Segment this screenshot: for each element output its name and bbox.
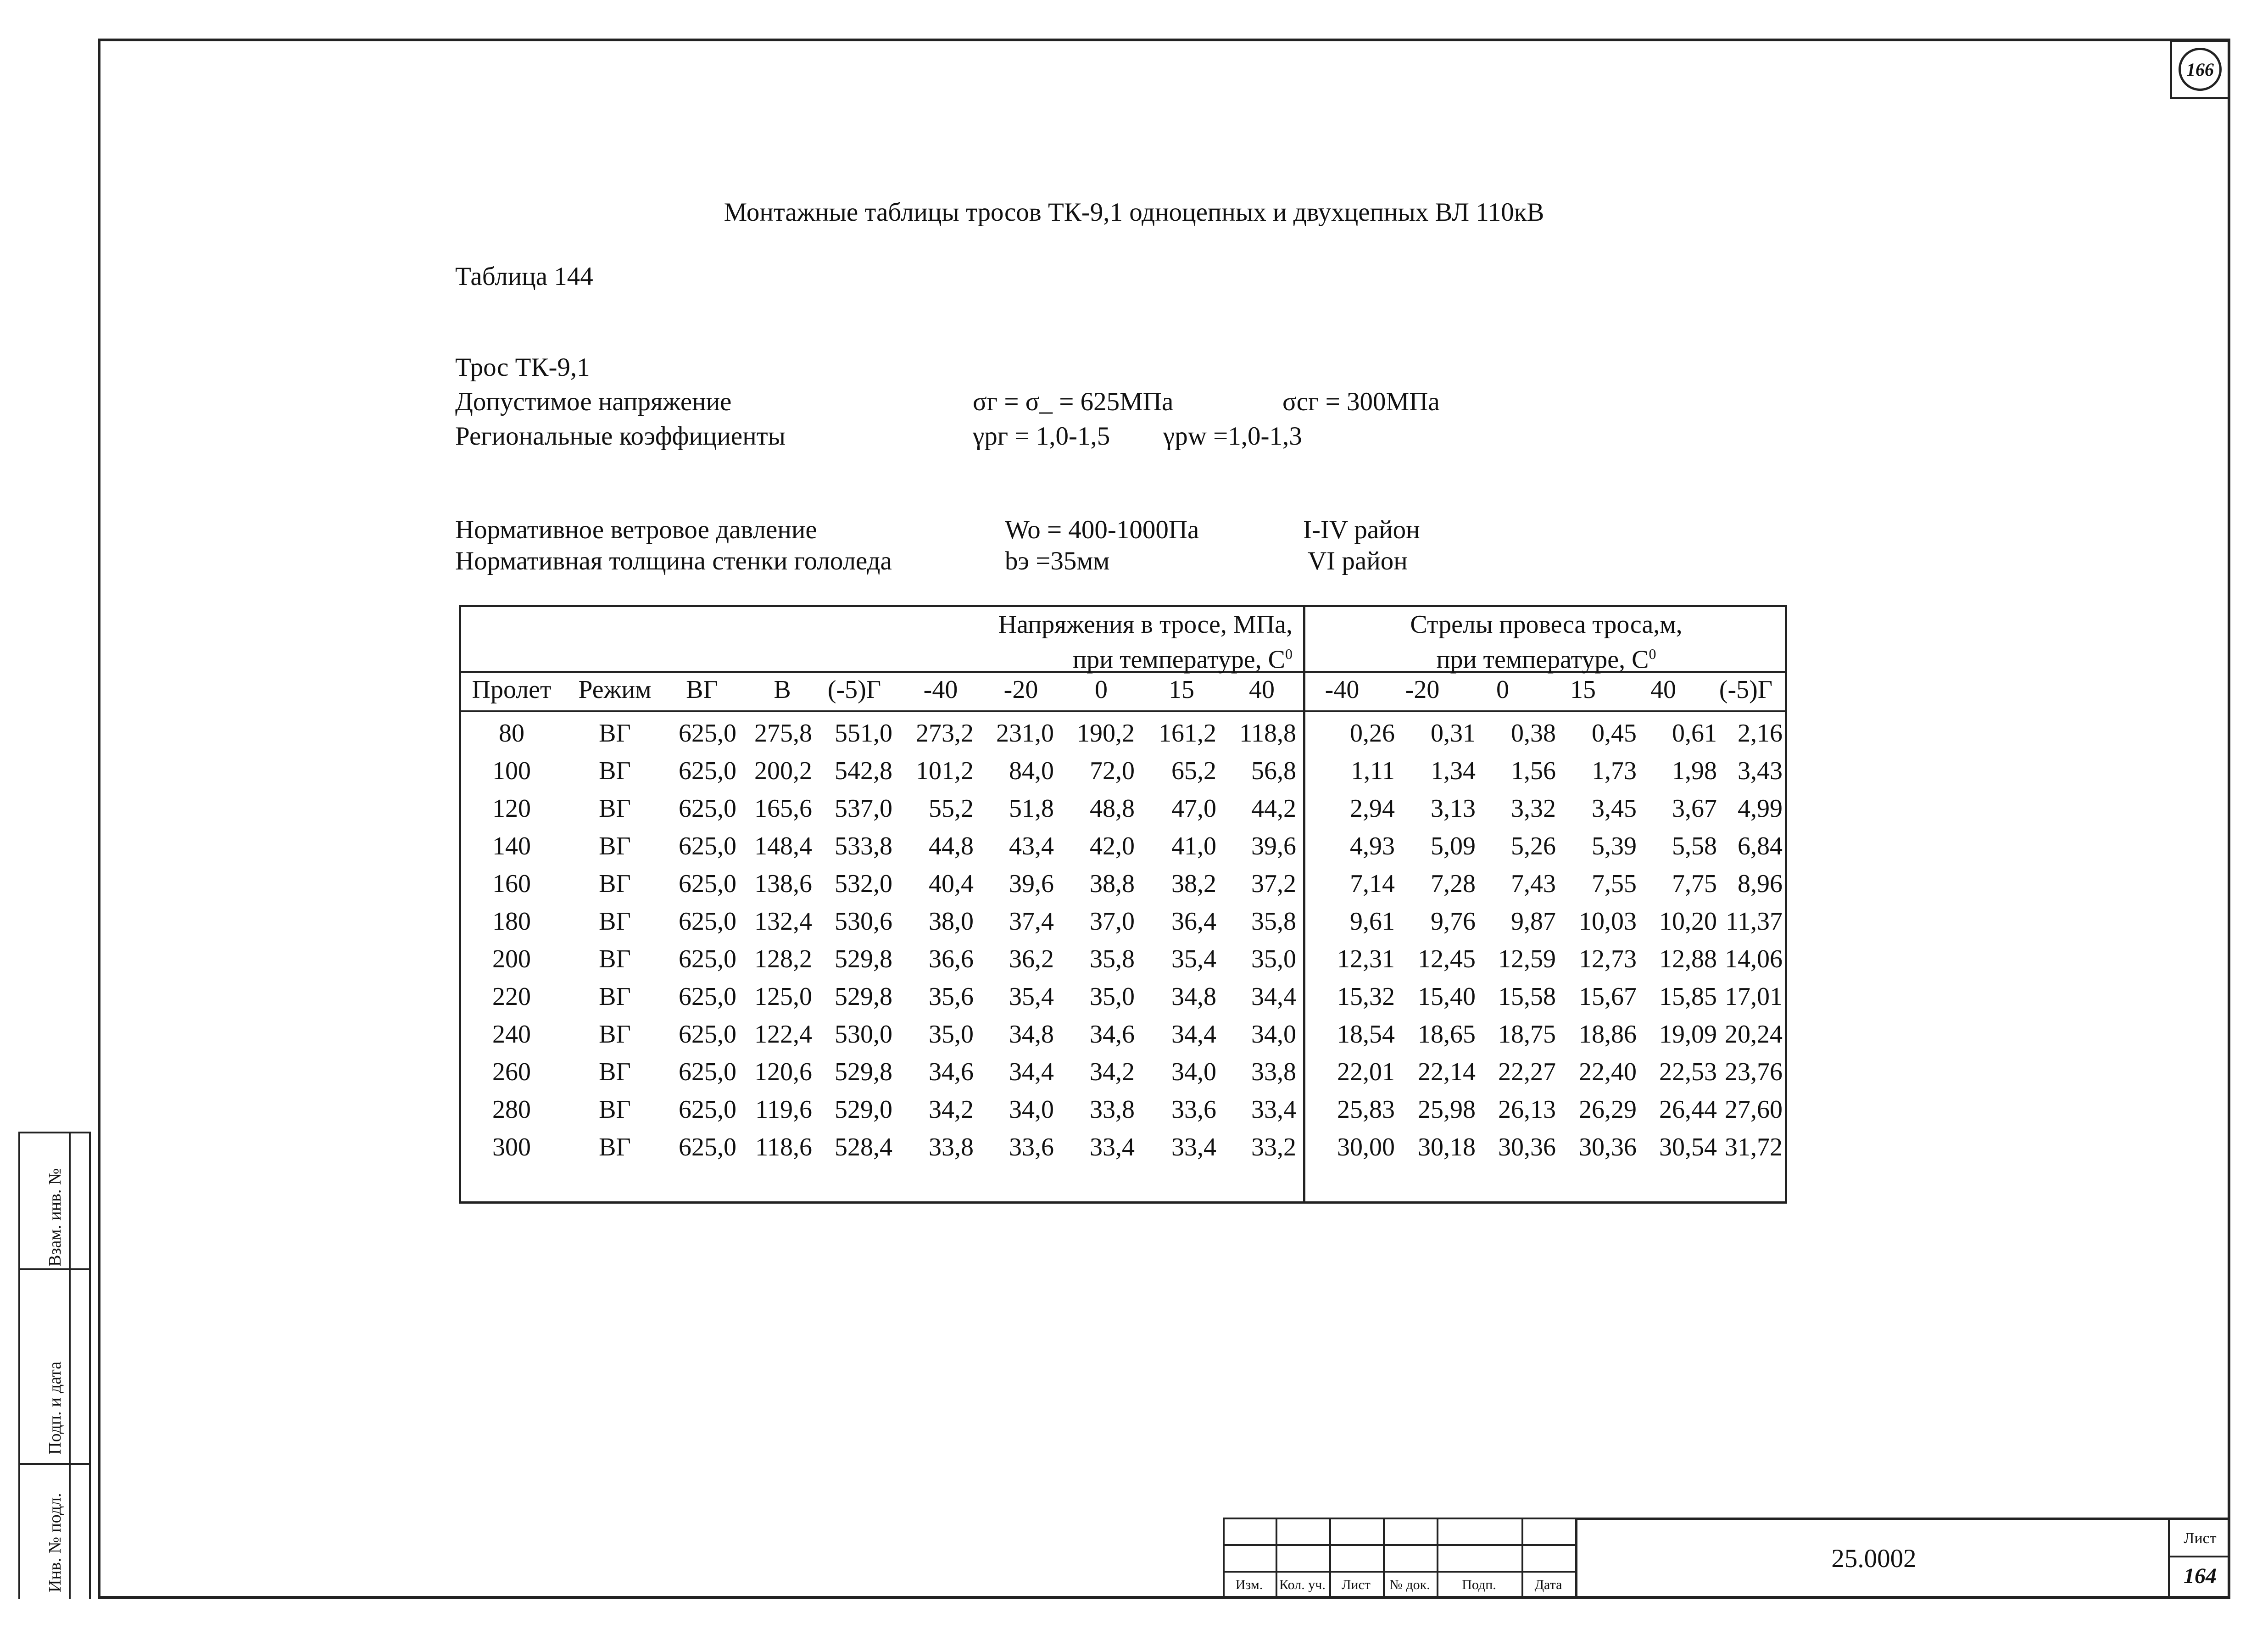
table-cell-t15: 47,0	[1171, 794, 1216, 823]
table-cell-t40: 33,4	[1251, 1095, 1296, 1124]
column-header-s15: 15	[1570, 675, 1596, 704]
tb-label-change: Изм.	[1235, 1577, 1263, 1592]
table-cell-s0: 26,13	[1498, 1095, 1556, 1124]
table-cell-s0: 5,26	[1511, 832, 1556, 860]
ice-label: Нормативная толщина стенки гололеда	[455, 547, 892, 575]
table-cell-t-20: 34,8	[1009, 1020, 1054, 1049]
table-cell-s0: 3,32	[1511, 794, 1556, 823]
coef-label: Региональные коэффициенты	[455, 422, 786, 451]
table-cell-s40: 3,67	[1672, 794, 1717, 823]
table-cell-m5g: 532,0	[835, 870, 892, 898]
column-header-mode: Режим	[578, 675, 652, 704]
column-header-span: Пролет	[472, 675, 552, 704]
table-cell-t-20: 35,4	[1009, 982, 1054, 1011]
table-cell-vg: 625,0	[679, 982, 736, 1011]
table-cell-t0: 33,4	[1090, 1133, 1135, 1161]
table-cell-v: 128,2	[754, 945, 812, 973]
table-cell-t0: 34,6	[1090, 1020, 1135, 1049]
table-cell-s40: 30,54	[1659, 1133, 1717, 1161]
table-cell-s-20: 30,18	[1418, 1133, 1476, 1161]
table-cell-t-40: 38,0	[929, 907, 974, 936]
table-cell-s-20: 25,98	[1418, 1095, 1476, 1124]
table-cell-mode: ВГ	[599, 870, 631, 898]
table-cell-s15: 15,67	[1579, 982, 1637, 1011]
table-cell-t-40: 44,8	[929, 832, 974, 860]
table-cell-vg: 625,0	[679, 907, 736, 936]
table-cell-s-m5g: 31,72	[1725, 1133, 1783, 1161]
table-cell-s-m5g: 23,76	[1725, 1058, 1783, 1086]
table-cell-v: 120,6	[754, 1058, 812, 1086]
table-cell-t0: 37,0	[1090, 907, 1135, 936]
table-cell-s-20: 12,45	[1418, 945, 1476, 973]
table-cell-s0: 1,56	[1511, 757, 1556, 785]
installation-table	[459, 605, 1787, 1204]
table-cell-mode: ВГ	[599, 1095, 631, 1124]
table-cell-s40: 0,61	[1672, 719, 1717, 748]
stress-value-1: σг = σ_ = 625МПа	[973, 387, 1174, 416]
table-cell-m5g: 529,8	[835, 1058, 892, 1086]
table-cell-s40: 7,75	[1672, 870, 1717, 898]
table-cell-v: 138,6	[754, 870, 812, 898]
sag-group-subtitle: при температуре, С	[1436, 645, 1649, 674]
sheet-label: Лист	[2184, 1530, 2217, 1547]
table-cell-v: 165,6	[754, 794, 812, 823]
table-cell-span: 140	[492, 832, 531, 860]
table-cell-t15: 35,4	[1171, 945, 1216, 973]
table-cell-t-40: 36,6	[929, 945, 974, 973]
table-cell-vg: 625,0	[679, 1133, 736, 1161]
table-cell-span: 260	[492, 1058, 531, 1086]
table-cell-t15: 36,4	[1171, 907, 1216, 936]
table-cell-v: 118,6	[755, 1133, 812, 1161]
table-cell-m5g: 530,0	[835, 1020, 892, 1049]
table-cell-t-40: 55,2	[929, 794, 974, 823]
table-cell-t15: 34,4	[1171, 1020, 1216, 1049]
table-cell-s-40: 22,01	[1337, 1058, 1395, 1086]
table-cell-span: 100	[492, 757, 531, 785]
table-cell-s-20: 0,31	[1431, 719, 1476, 748]
stress-value-2: σcг = 300МПа	[1282, 387, 1440, 416]
table-cell-vg: 625,0	[679, 870, 736, 898]
table-cell-mode: ВГ	[599, 794, 631, 823]
sheet-cell-rule	[2170, 1556, 2230, 1557]
table-cell-v: 200,2	[754, 757, 812, 785]
stress-label: Допустимое напряжение	[455, 387, 732, 416]
stamp-label-original: Инв. № подл.	[45, 1493, 65, 1592]
table-label: Таблица 144	[455, 262, 593, 291]
stress-group-subtitle: при температуре, С	[1073, 645, 1285, 674]
sheet-cell	[2168, 1518, 2230, 1599]
table-cell-t-40: 101,2	[916, 757, 974, 785]
table-cell-s-40: 18,54	[1337, 1020, 1395, 1049]
table-cell-v: 275,8	[754, 719, 812, 748]
column-header-vg: ВГ	[686, 675, 718, 704]
table-cell-s15: 1,73	[1592, 757, 1637, 785]
column-header-s-20: -20	[1405, 675, 1440, 704]
stamp-label-signature: Подп. и дата	[45, 1361, 65, 1455]
table-cell-t15: 33,6	[1171, 1095, 1216, 1124]
table-cell-m5g: 533,8	[835, 832, 892, 860]
table-cell-s0: 30,36	[1498, 1133, 1556, 1161]
table-cell-span: 300	[492, 1133, 531, 1161]
document-title: Монтажные таблицы тросов ТК-9,1 одноцепных и двухцепных ВЛ 110кВ	[724, 198, 1544, 227]
column-header-s-m5g: (-5)Г	[1719, 675, 1773, 704]
stamp-rule	[18, 1463, 91, 1465]
table-cell-s-40: 12,31	[1337, 945, 1395, 973]
table-cell-t40: 33,8	[1251, 1058, 1296, 1086]
degree-mark: 0	[1285, 646, 1293, 662]
table-cell-s-m5g: 11,37	[1726, 907, 1783, 936]
table-cell-t40: 39,6	[1251, 832, 1296, 860]
column-header-t-20: -20	[1003, 675, 1038, 704]
stress-group-title: Напряжения в тросе, МПа,	[998, 610, 1293, 639]
table-cell-t-40: 35,6	[929, 982, 974, 1011]
table-cell-t0: 48,8	[1090, 794, 1135, 823]
table-cell-span: 200	[492, 945, 531, 973]
cable-type: Трос ТК-9,1	[455, 353, 590, 382]
table-cell-s40: 26,44	[1659, 1095, 1717, 1124]
table-cell-t0: 38,8	[1090, 870, 1135, 898]
table-cell-mode: ВГ	[599, 1020, 631, 1049]
tb-label-date: Дата	[1534, 1577, 1562, 1592]
table-cell-t-40: 273,2	[916, 719, 974, 748]
table-cell-v: 122,4	[754, 1020, 812, 1049]
table-cell-t15: 161,2	[1159, 719, 1216, 748]
table-cell-vg: 625,0	[679, 719, 736, 748]
table-cell-s-40: 30,00	[1337, 1133, 1395, 1161]
table-cell-t15: 41,0	[1171, 832, 1216, 860]
stress-group-header	[989, 610, 1301, 675]
table-cell-t0: 33,8	[1090, 1095, 1135, 1124]
table-cell-s-40: 4,93	[1350, 832, 1395, 860]
table-cell-t-20: 34,0	[1009, 1095, 1054, 1124]
column-header-s0: 0	[1496, 675, 1509, 704]
table-cell-t40: 37,2	[1251, 870, 1296, 898]
table-cell-s40: 12,88	[1659, 945, 1717, 973]
stamp-rule	[89, 1133, 91, 1599]
table-cell-mode: ВГ	[599, 907, 631, 936]
table-cell-s-m5g: 2,16	[1738, 719, 1783, 748]
title-block-main	[1575, 1518, 2168, 1599]
column-header-s-40: -40	[1325, 675, 1360, 704]
table-cell-span: 180	[492, 907, 531, 936]
table-cell-t0: 72,0	[1090, 757, 1135, 785]
table-cell-mode: ВГ	[599, 1133, 631, 1161]
table-cell-t-20: 43,4	[1009, 832, 1054, 860]
table-cell-vg: 625,0	[679, 757, 736, 785]
table-cell-v: 125,0	[754, 982, 812, 1011]
table-cell-t-20: 36,2	[1009, 945, 1054, 973]
table-cell-vg: 625,0	[679, 1058, 736, 1086]
table-cell-s-m5g: 6,84	[1738, 832, 1783, 860]
table-cell-t40: 118,8	[1239, 719, 1296, 748]
stamp-rule	[18, 1268, 91, 1270]
column-header-s40: 40	[1650, 675, 1676, 704]
column-header-v: В	[774, 675, 791, 704]
table-cell-m5g: 529,8	[835, 982, 892, 1011]
stamp-rule	[18, 1133, 20, 1599]
table-cell-vg: 625,0	[679, 945, 736, 973]
table-cell-t40: 35,0	[1251, 945, 1296, 973]
table-cell-t-20: 37,4	[1009, 907, 1054, 936]
table-cell-t40: 35,8	[1251, 907, 1296, 936]
table-cell-s0: 15,58	[1498, 982, 1556, 1011]
table-cell-mode: ВГ	[599, 945, 631, 973]
table-cell-t15: 38,2	[1171, 870, 1216, 898]
ice-value: bэ =35мм	[1005, 547, 1110, 575]
table-cell-s-40: 2,94	[1350, 794, 1395, 823]
table-cell-span: 120	[492, 794, 531, 823]
coef-value-2: γpw =1,0-1,3	[1163, 422, 1302, 451]
table-cell-t0: 42,0	[1090, 832, 1135, 860]
table-cell-v: 132,4	[754, 907, 812, 936]
table-cell-m5g: 528,4	[835, 1133, 892, 1161]
table-cell-t-40: 34,2	[929, 1095, 974, 1124]
column-header-t0: 0	[1095, 675, 1108, 704]
table-cell-mode: ВГ	[599, 1058, 631, 1086]
table-cell-s0: 18,75	[1498, 1020, 1556, 1049]
table-cell-t-20: 34,4	[1009, 1058, 1054, 1086]
table-cell-s-20: 22,14	[1418, 1058, 1476, 1086]
table-cell-t-20: 231,0	[996, 719, 1054, 748]
table-cell-s-m5g: 20,24	[1725, 1020, 1783, 1049]
table-cell-t15: 33,4	[1171, 1133, 1216, 1161]
table-cell-t40: 56,8	[1251, 757, 1296, 785]
table-cell-m5g: 529,8	[835, 945, 892, 973]
tb-label-sheet: Лист	[1342, 1577, 1371, 1592]
table-cell-s15: 30,36	[1579, 1133, 1637, 1161]
table-cell-t0: 34,2	[1090, 1058, 1135, 1086]
table-cell-s-20: 18,65	[1418, 1020, 1476, 1049]
table-cell-s-20: 1,34	[1431, 757, 1476, 785]
table-cell-s-m5g: 27,60	[1725, 1095, 1783, 1124]
table-cell-t0: 35,8	[1090, 945, 1135, 973]
table-cell-s-40: 0,26	[1350, 719, 1395, 748]
sag-group-title: Стрелы провеса троса,м,	[1410, 610, 1683, 639]
table-cell-s-20: 9,76	[1431, 907, 1476, 936]
table-cell-t15: 34,8	[1171, 982, 1216, 1011]
table-cell-s-40: 1,11	[1351, 757, 1395, 785]
table-cell-span: 220	[492, 982, 531, 1011]
wind-value: Wo = 400-1000Па	[1005, 515, 1199, 544]
sheet-number-badge	[2170, 40, 2230, 99]
table-cell-s-20: 3,13	[1431, 794, 1476, 823]
table-cell-s-40: 15,32	[1337, 982, 1395, 1011]
table-cell-s15: 0,45	[1592, 719, 1637, 748]
table-cell-s40: 15,85	[1659, 982, 1717, 1011]
column-header-t15: 15	[1169, 675, 1194, 704]
table-cell-s15: 10,03	[1579, 907, 1637, 936]
table-cell-s0: 7,43	[1511, 870, 1556, 898]
wind-region: I-IV район	[1303, 515, 1420, 544]
table-cell-m5g: 537,0	[835, 794, 892, 823]
stamp-label-replaced: Взам. инв. №	[45, 1168, 65, 1267]
table-cell-s-m5g: 3,43	[1738, 757, 1783, 785]
table-cell-s40: 1,98	[1672, 757, 1717, 785]
table-cell-t-20: 84,0	[1009, 757, 1054, 785]
table-cell-s0: 0,38	[1511, 719, 1556, 748]
table-cell-v: 148,4	[754, 832, 812, 860]
table-cell-s-20: 15,40	[1418, 982, 1476, 1011]
table-cell-t-40: 40,4	[929, 870, 974, 898]
table-cell-vg: 625,0	[679, 794, 736, 823]
table-cell-s-40: 9,61	[1350, 907, 1395, 936]
table-cell-t0: 190,2	[1077, 719, 1135, 748]
column-header-t40: 40	[1249, 675, 1275, 704]
table-cell-t15: 65,2	[1171, 757, 1216, 785]
table-cell-s15: 3,45	[1592, 794, 1637, 823]
revision-grid	[1223, 1518, 1575, 1599]
tb-label-count: Кол. уч.	[1279, 1577, 1326, 1592]
table-cell-m5g: 530,6	[835, 907, 892, 936]
table-cell-s40: 19,09	[1659, 1020, 1717, 1049]
table-cell-s-m5g: 14,06	[1725, 945, 1783, 973]
table-cell-s0: 9,87	[1511, 907, 1556, 936]
table-cell-mode: ВГ	[599, 982, 631, 1011]
table-cell-t-40: 35,0	[929, 1020, 974, 1049]
column-header-t-40: -40	[923, 675, 958, 704]
table-cell-mode: ВГ	[599, 757, 631, 785]
table-cell-span: 280	[492, 1095, 531, 1124]
table-cell-span: 160	[492, 870, 531, 898]
table-cell-t-40: 34,6	[929, 1058, 974, 1086]
table-cell-mode: ВГ	[599, 719, 631, 748]
table-cell-m5g: 529,0	[835, 1095, 892, 1124]
table-cell-s15: 5,39	[1592, 832, 1637, 860]
table-cell-vg: 625,0	[679, 1095, 736, 1124]
table-cell-t-20: 33,6	[1009, 1133, 1054, 1161]
table-cell-t40: 34,4	[1251, 982, 1296, 1011]
table-cell-v: 119,6	[755, 1095, 812, 1124]
table-cell-vg: 625,0	[679, 1020, 736, 1049]
table-cell-s40: 10,20	[1659, 907, 1717, 936]
table-cell-s15: 26,29	[1579, 1095, 1637, 1124]
table-cell-s0: 12,59	[1498, 945, 1556, 973]
wind-label: Нормативное ветровое давление	[455, 515, 817, 544]
sag-group-header	[1305, 610, 1787, 675]
table-cell-s15: 22,40	[1579, 1058, 1637, 1086]
table-cell-s40: 22,53	[1659, 1058, 1717, 1086]
table-cell-s-m5g: 8,96	[1738, 870, 1783, 898]
table-cell-t-40: 33,8	[929, 1133, 974, 1161]
column-header-m5g: (-5)Г	[827, 675, 881, 704]
table-header-rule	[461, 710, 1785, 712]
coef-value-1: γpг = 1,0-1,5	[973, 422, 1110, 451]
table-cell-t40: 44,2	[1251, 794, 1296, 823]
table-cell-t40: 33,2	[1251, 1133, 1296, 1161]
table-cell-span: 80	[499, 719, 524, 748]
stamp-rule	[69, 1133, 71, 1599]
sheet-number: 164	[2184, 1564, 2217, 1588]
table-cell-mode: ВГ	[599, 832, 631, 860]
table-cell-t-20: 39,6	[1009, 870, 1054, 898]
table-cell-t40: 34,0	[1251, 1020, 1296, 1049]
table-cell-s15: 7,55	[1592, 870, 1637, 898]
table-cell-span: 240	[492, 1020, 531, 1049]
degree-mark: 0	[1649, 646, 1656, 662]
table-cell-vg: 625,0	[679, 832, 736, 860]
tb-label-signature: Подп.	[1462, 1577, 1496, 1592]
table-cell-s40: 5,58	[1672, 832, 1717, 860]
table-cell-t15: 34,0	[1171, 1058, 1216, 1086]
table-cell-s-20: 5,09	[1431, 832, 1476, 860]
table-cell-s-m5g: 17,01	[1725, 982, 1783, 1011]
table-cell-s-20: 7,28	[1431, 870, 1476, 898]
sheet-number-circle: 166	[2179, 48, 2222, 91]
table-cell-m5g: 542,8	[835, 757, 892, 785]
ice-region: VI район	[1308, 547, 1408, 575]
document-code: 25.0002	[1831, 1544, 1917, 1573]
margin-stamp	[18, 1132, 91, 1599]
table-cell-s-40: 7,14	[1350, 870, 1395, 898]
tb-label-doc-no: № док.	[1389, 1577, 1430, 1592]
table-cell-s-40: 25,83	[1337, 1095, 1395, 1124]
table-cell-s15: 18,86	[1579, 1020, 1637, 1049]
table-cell-s0: 22,27	[1498, 1058, 1556, 1086]
table-cell-m5g: 551,0	[835, 719, 892, 748]
table-cell-s-m5g: 4,99	[1738, 794, 1783, 823]
table-cell-s15: 12,73	[1579, 945, 1637, 973]
table-cell-t0: 35,0	[1090, 982, 1135, 1011]
table-cell-t-20: 51,8	[1009, 794, 1054, 823]
